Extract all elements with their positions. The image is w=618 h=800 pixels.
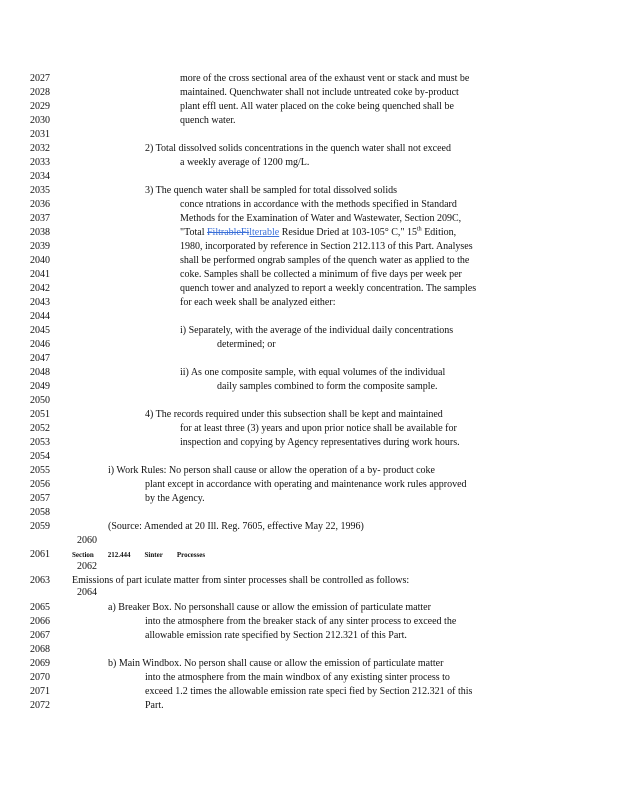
- section-heading: Section 212.444 Sinter Processes: [72, 551, 206, 559]
- line-2065: 2065 a) Breaker Box. No personshall cause or allow the emission of particulate matter: [30, 602, 431, 613]
- line-2067: 2067 allowable emission rate specified by Section 212.321 of this Part.: [30, 630, 407, 641]
- line-2047: 2047: [30, 353, 50, 364]
- line-2045: 2045 i) Separately, with the average of the individual daily concentrations: [30, 325, 454, 336]
- line-2058: 2058: [30, 507, 50, 518]
- line-2038: 2038 "Total FiltrableFilterable Residue Dried at 103-105° C," 15th Edition,: [30, 226, 457, 238]
- line-2054: 2054: [30, 451, 50, 462]
- line-2028: 2028 maintained. Quenchwater shall not include untreated coke by-product: [30, 87, 459, 98]
- line-2039: 2039 1980, incorporated by reference in Section 212.113 of this Part. Analyses: [30, 241, 473, 252]
- line-2032: 2032 2) Total dissolved solids concentrations in the quench water shall not exceed: [30, 143, 451, 154]
- line-2068: 2068: [30, 644, 50, 655]
- line-2033: 2033 a weekly average of 1200 mg/L.: [30, 157, 310, 168]
- line-2064: 2064: [77, 587, 97, 598]
- line-2053: 2053 inspection and copying by Agency representatives during work hours.: [30, 437, 460, 448]
- line-2027: 2027 more of the cross sectional area of the exhaust vent or stack and must be: [30, 73, 470, 84]
- line-2042: 2042 quench tower and analyzed to report a weekly concentration. The samples: [30, 283, 477, 294]
- line-2071: 2071 exceed 1.2 times the allowable emission rate speci fied by Section 212.321 of this: [30, 686, 473, 697]
- line-2037: 2037 Methods for the Examination of Water and Wastewater, Section 209C,: [30, 213, 462, 224]
- line-2066: 2066 into the atmosphere from the breaker stack of any sinter process to exceed the: [30, 616, 457, 627]
- line-2062: 2062: [77, 561, 97, 572]
- line-2043: 2043 for each week shall be analyzed either:: [30, 297, 336, 308]
- line-2035: 2035 3) The quench water shall be sampled for total dissolved solids: [30, 185, 397, 196]
- line-2060: 2060: [77, 535, 97, 546]
- line-2050: 2050: [30, 395, 50, 406]
- line-2030: 2030 quench water.: [30, 115, 236, 126]
- line-2031: 2031: [30, 129, 50, 140]
- line-2036: 2036 conce ntrations in accordance with the methods specified in Standard: [30, 199, 457, 210]
- line-2069: 2069 b) Main Windbox. No person shall cause or allow the emission of particulate matter: [30, 658, 444, 669]
- line-2041: 2041 coke. Samples shall be collected a minimum of five days per week per: [30, 269, 462, 280]
- line-2056: 2056 plant except in accordance with operating and maintenance work rules approved: [30, 479, 467, 490]
- line-2061: 2061 Section 212.444 Sinter Processes: [30, 549, 206, 560]
- line-2057: 2057 by the Agency.: [30, 493, 205, 504]
- line-2055: 2055 i) Work Rules: No person shall cause or allow the operation of a by- product coke: [30, 465, 435, 476]
- line-2046: 2046 determined; or: [30, 339, 276, 350]
- line-2072: 2072 Part.: [30, 700, 164, 711]
- line-2070: 2070 into the atmosphere from the main windbox of any existing sinter process to: [30, 672, 450, 683]
- line-2034: 2034: [30, 171, 50, 182]
- struck-text: FiltrableFi: [207, 227, 250, 238]
- line-2044: 2044: [30, 311, 50, 322]
- line-2048: 2048 ii) As one composite sample, with equal volumes of the individual: [30, 367, 446, 378]
- line-2040: 2040 shall be performed ongrab samples of the quench water as applied to the: [30, 255, 470, 266]
- line-2059: 2059 (Source: Amended at 20 Ill. Reg. 7605, effective May 22, 1996): [30, 521, 364, 532]
- line-2052: 2052 for at least three (3) years and upon prior notice shall be available for: [30, 423, 457, 434]
- line-2051: 2051 4) The records required under this subsection shall be kept and maintained: [30, 409, 443, 420]
- line-2049: 2049 daily samples combined to form the composite sample.: [30, 381, 438, 392]
- inserted-text: lterable: [249, 227, 280, 238]
- line-2063: 2063 Emissions of part iculate matter from sinter processes shall be controlled as follows:: [30, 575, 410, 586]
- line-2029: 2029 plant effl uent. All water placed on the coke being quenched shall be: [30, 101, 454, 112]
